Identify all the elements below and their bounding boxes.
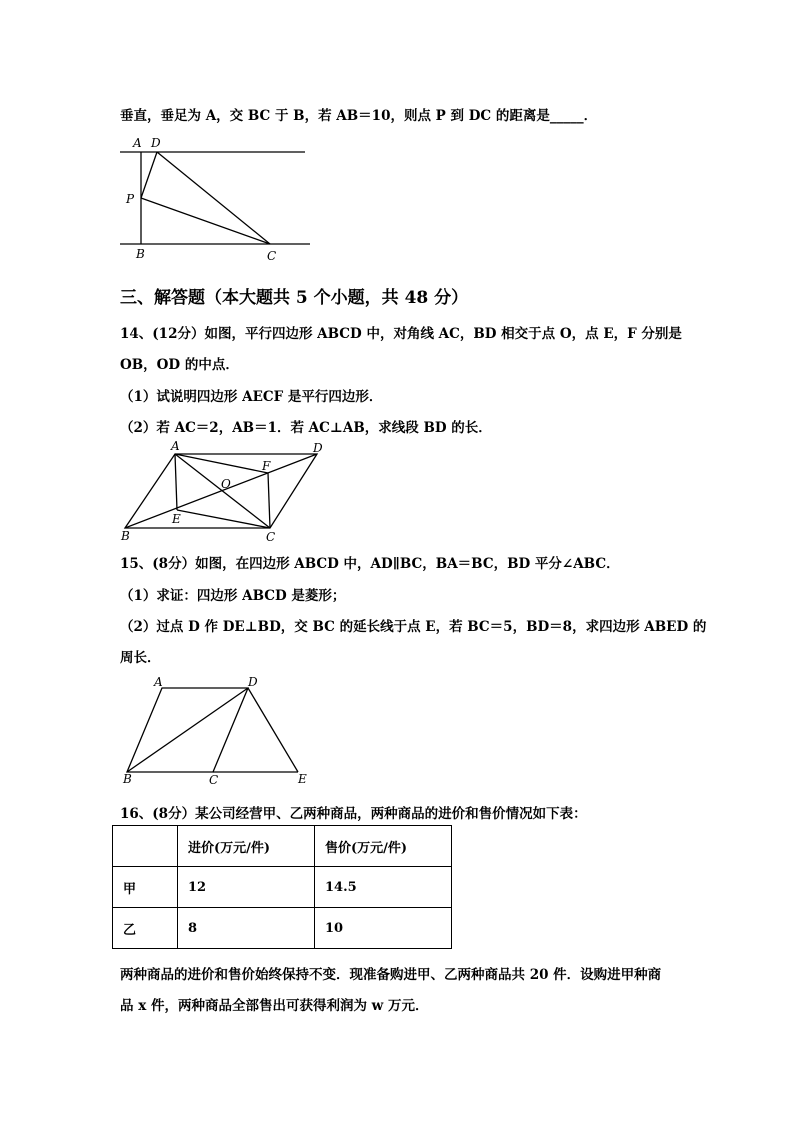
q14-part2: （2）若 AC＝2，AB＝1．若 AC⊥AB，求线段 BD 的长．: [120, 420, 492, 436]
q14-line1: 14、(12分）如图，平行四边形 ABCD 中，对角线 AC，BD 相交于点 O，点 E，F 分别是: [120, 326, 682, 342]
q16-line1: 16、(8分）某公司经营甲、乙两种商品，两种商品的进价和售价情况如下表：: [120, 806, 587, 822]
q15-figure: [115, 672, 325, 790]
table-cell: 售价(万元/件): [315, 826, 452, 867]
q15-label-a: A: [154, 675, 163, 689]
q15-part2b: 周长．: [120, 650, 161, 666]
section-heading: 三、解答题（本大题共 5 个小题，共 48 分）: [120, 288, 469, 308]
q13-label-c: C: [267, 249, 277, 263]
q13-segment-dp: [141, 152, 157, 198]
q15-part2a: （2）过点 D 作 DE⊥BD，交 BC 的延长线于点 E，若 BC＝5，BD＝8，求四边形 ABED 的: [120, 619, 707, 635]
q14-label-o: O: [221, 477, 231, 491]
q14-figure: [115, 440, 335, 545]
table-cell: 乙: [113, 908, 178, 949]
q14-segment-af: [175, 454, 268, 473]
table-cell: 10: [315, 908, 452, 949]
q13-label-a: A: [133, 136, 142, 150]
q14-segment-ec: [177, 510, 270, 528]
q15-part1: （1）求证：四边形 ABCD 是菱形；: [120, 588, 346, 604]
table-cell: 进价(万元/件): [178, 826, 315, 867]
q13-label-p: P: [126, 192, 135, 206]
q14-diagonal-bd: [125, 454, 317, 528]
table-row: [113, 908, 452, 949]
q14-label-b: B: [121, 529, 130, 543]
q14-label-f: F: [262, 459, 271, 473]
q14-line2: OB，OD 的中点．: [120, 357, 239, 373]
table-cell: 14.5: [315, 867, 452, 908]
q13-figure: [115, 134, 315, 264]
q14-segment-fc: [268, 473, 270, 528]
q15-label-e: E: [298, 772, 307, 786]
q13-segment-dc: [157, 152, 270, 244]
q14-part1: （1）试说明四边形 AECF 是平行四边形．: [120, 389, 383, 405]
q16-after2: 品 x 件，两种商品全部售出可获得利润为 w 万元．: [120, 998, 429, 1014]
q14-label-a: A: [171, 440, 180, 453]
q15-line1: 15、(8分）如图，在四边形 ABCD 中，AD∥BC，BA＝BC，BD 平分∠ABC．: [120, 556, 620, 572]
q14-label-c: C: [266, 530, 276, 544]
table-cell: [113, 826, 178, 867]
q13-label-d: D: [151, 136, 161, 150]
q13-text: 垂直，垂足为 A，交 BC 于 B，若 AB＝10，则点 P 到 DC 的距离是_____．: [120, 108, 598, 124]
table-row: [113, 867, 452, 908]
q13-label-b: B: [136, 247, 145, 261]
q15-label-d: D: [248, 675, 258, 689]
q16-after1: 两种商品的进价和售价始终保持不变．现准备购进甲、乙两种商品共 20 件．设购进甲种商: [120, 967, 662, 983]
q13-segment-pc: [141, 198, 270, 244]
q15-segment-de: [248, 688, 298, 772]
q14-segment-ae: [175, 454, 177, 510]
q14-label-d: D: [313, 441, 323, 455]
price-table: [112, 825, 452, 949]
table-cell: 8: [178, 908, 315, 949]
q15-label-b: B: [123, 772, 132, 786]
q14-label-e: E: [172, 512, 181, 526]
table-header-row: [113, 826, 452, 867]
table-cell: 12: [178, 867, 315, 908]
table-cell: 甲: [113, 867, 178, 908]
q15-label-c: C: [209, 773, 219, 787]
